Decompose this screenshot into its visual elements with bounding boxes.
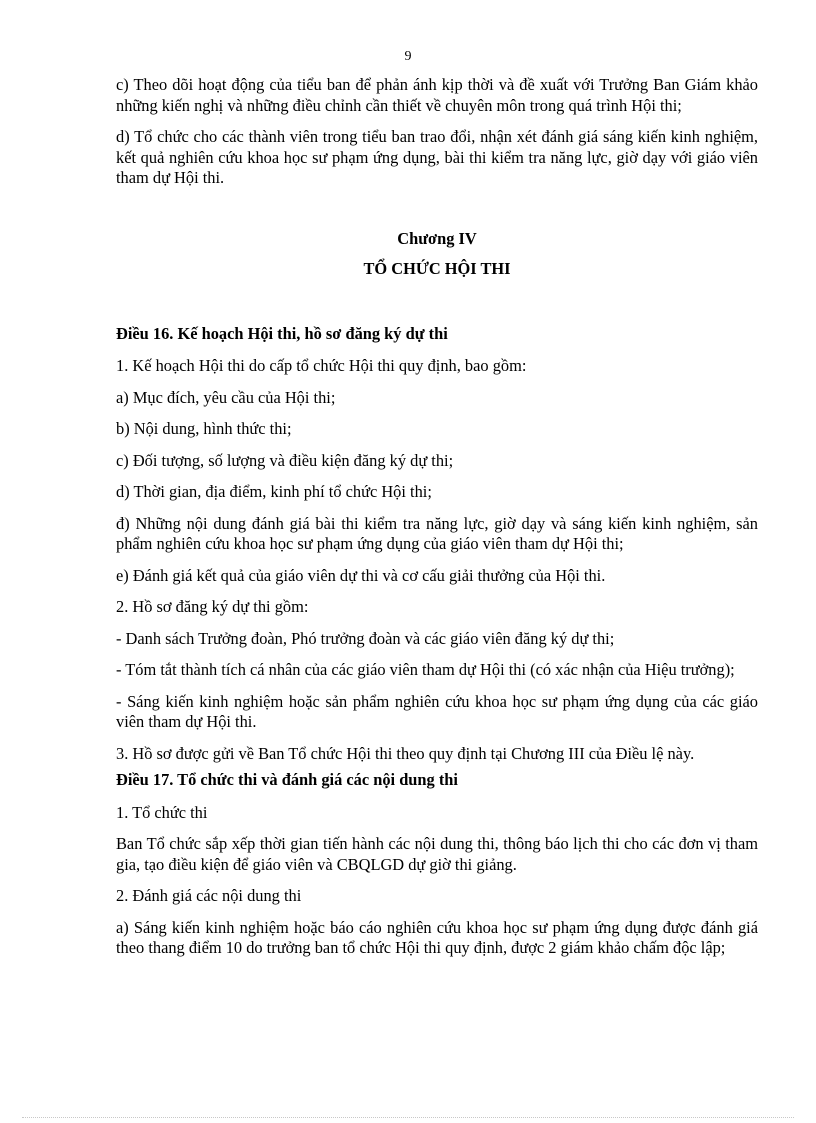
article-17-item: 1. Tổ chức thi	[116, 802, 208, 822]
article-17-item: Ban Tổ chức sắp xếp thời gian tiến hành các nội dung thi, thông báo lịch thi cho các đơn vị tham gia, tạo điều kiện để giáo viên và CBQLGD dự giờ thi giảng.	[116, 834, 758, 874]
article-16-item: đ) Những nội dung đánh giá bài thi kiểm tra năng lực, giờ dạy và sáng kiến kinh nghiệm, sản phẩm nghiên cứu khoa học sư phạm ứng dụng của giáo viên tham dự Hội thi;	[116, 513, 758, 553]
paragraph-c-monitor: c) Theo dõi hoạt động của tiểu ban để phản ánh kịp thời và đề xuất với Trưởng Ban Giám khảo những kiến nghị và những điều chỉnh cần thiết về chuyên môn trong quá trình Hội thi;	[116, 75, 758, 115]
article-17-item: 2. Đánh giá các nội dung thi	[116, 886, 302, 905]
article-16-item: 1. Kế hoạch Hội thi do cấp tổ chức Hội thi quy định, bao gồm:	[116, 356, 527, 375]
article-16-item: a) Mục đích, yêu cầu của Hội thi;	[116, 387, 336, 407]
chapter-label: Chương IV	[397, 228, 477, 248]
article-16-item: d) Thời gian, địa điểm, kinh phí tổ chức Hội thi;	[116, 482, 432, 501]
article-16-item: c) Đối tượng, số lượng và điều kiện đăng ký dự thi;	[116, 450, 454, 470]
article-16-item: - Sáng kiến kinh nghiệm hoặc sản phẩm nghiên cứu khoa học sư phạm ứng dụng của các giáo viên tham dự Hội thi.	[116, 691, 758, 731]
article-16-heading: Điều 16. Kế hoạch Hội thi, hồ sơ đăng ký dự thi	[116, 323, 448, 343]
article-16-item: e) Đánh giá kết quả của giáo viên dự thi và cơ cấu giải thưởng của Hội thi.	[116, 565, 606, 585]
article-16-item: 3. Hồ sơ được gửi về Ban Tổ chức Hội thi theo quy định tại Chương III của Điều lệ này.	[116, 743, 695, 763]
chapter-title: TỔ CHỨC HỘI THI	[363, 259, 511, 278]
page-number: 9	[404, 49, 412, 64]
article-16-item: b) Nội dung, hình thức thi;	[116, 419, 292, 438]
article-16-item: 2. Hồ sơ đăng ký dự thi gồm:	[116, 597, 309, 616]
article-16-item: - Tóm tắt thành tích cá nhân của các giáo viên tham dự Hội thi (có xác nhận của Hiệu trưởng);	[116, 660, 735, 679]
article-17-heading: Điều 17. Tổ chức thi và đánh giá các nội dung thi	[116, 770, 458, 789]
article-17-item: a) Sáng kiến kinh nghiệm hoặc báo cáo nghiên cứu khoa học sư phạm ứng dụng được đánh giá theo thang điểm 10 do trưởng ban tổ chức Hội thi quy định, được 2 giám khảo chấm độc lập;	[116, 917, 758, 957]
paragraph-d-organize: d) Tổ chức cho các thành viên trong tiểu ban trao đổi, nhận xét đánh giá sáng kiến kinh nghiệm, kết quả nghiên cứu khoa học sư phạm ứng dụng, bài thi kiểm tra năng lực, giờ dạy với giáo viên tham dự Hội thi.	[116, 127, 758, 187]
document-body	[116, 75, 758, 970]
article-16-item: - Danh sách Trưởng đoàn, Phó trưởng đoàn và các giáo viên đăng ký dự thi;	[116, 628, 615, 648]
page-bottom-divider	[22, 1117, 794, 1118]
